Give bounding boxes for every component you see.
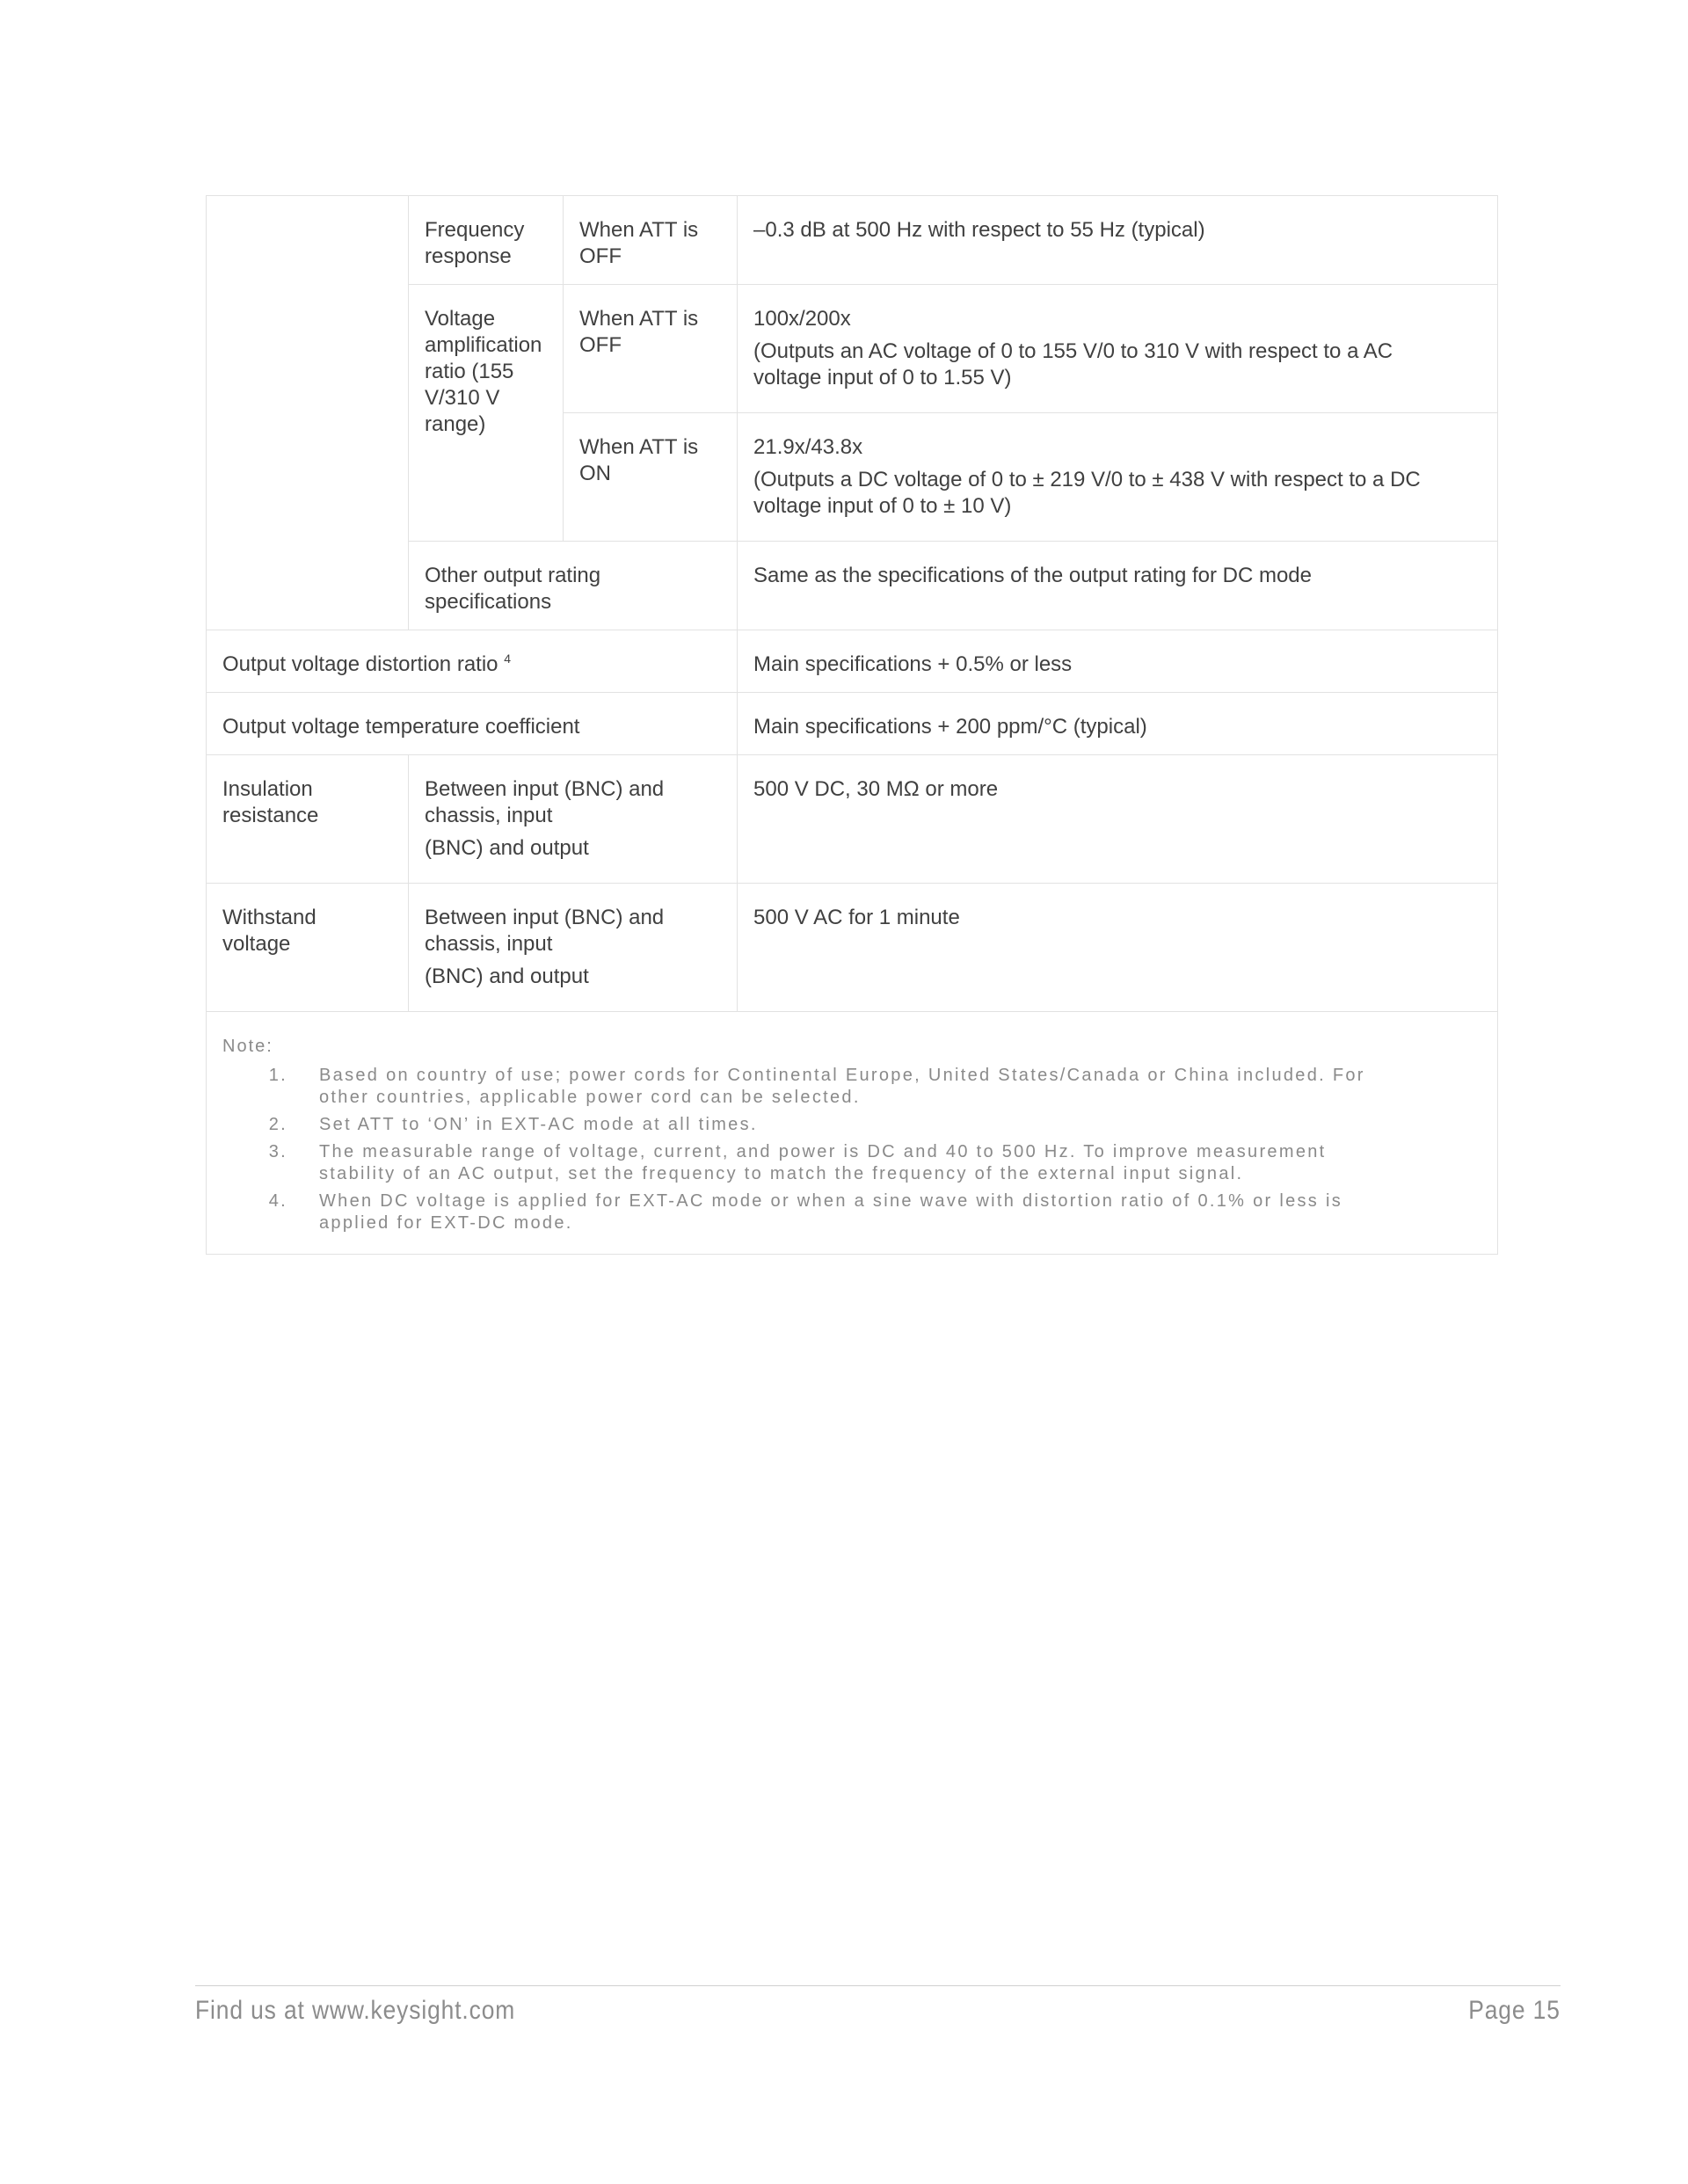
footer-page-number: Page 15 [1468,1996,1561,2025]
withstand-value: 500 V AC for 1 minute [738,884,1498,1012]
row-distortion [207,630,1498,693]
distortion-value: Main specifications + 0.5% or less [738,630,1498,693]
att-on-value: 21.9x/43.8x (Outputs a DC voltage of 0 to ± 219 V/0 to ± 438 V with respect to a DC voltage input of 0 to ± 10 V) [738,413,1498,542]
distortion-label: Output voltage distortion ratio $^4$ [207,630,738,693]
note-item: 1. Based on country of use; power cords for Continental Europe, United States/Canada or China included. For other countries, applicable power cord can be selected. [268,1066,1365,1107]
att-off-condition: When ATT is OFF [564,285,738,413]
withstand-condition: Between input (BNC) and chassis, input (BNC) and output [409,884,738,1012]
row-frequency-response [207,196,1498,285]
other-output-label: Other output rating specifications [409,542,738,630]
frequency-response-condition: When ATT is OFF [564,196,738,285]
empty-cell [207,196,409,630]
notes-cell [207,1012,1498,1255]
temp-coeff-label: Output voltage temperature coefficient [207,693,738,755]
temp-coeff-value: Main specifications + 200 ppm/°C (typical) [738,693,1498,755]
frequency-response-value: –0.3 dB at 500 Hz with respect to 55 Hz (typical) [738,196,1498,285]
insulation-value: 500 V DC, 30 MΩ or more [738,755,1498,884]
row-insulation [207,755,1498,884]
specifications-table [206,195,1498,1255]
row-temp-coeff [207,693,1498,755]
att-on-condition: When ATT is ON [564,413,738,542]
note-item: 3. The measurable range of voltage, current, and power is DC and 40 to 500 Hz. To improve measurement stability of an AC output, set the frequency to match the frequency of the external input signal. [268,1142,1327,1183]
withstand-label: Withstand voltage [207,884,409,1012]
voltage-amplification-label: Voltage amplification ratio (155 V/310 V range) [409,285,564,542]
note-ref: 4 [504,652,511,666]
att-off-value: 100x/200x (Outputs an AC voltage of 0 to 155 V/0 to 310 V with respect to a AC voltage input of 0 to 1.55 V) [738,285,1498,413]
other-output-value: Same as the specifications of the output rating for DC mode [738,542,1498,630]
insulation-condition: Between input (BNC) and chassis, input (BNC) and output [409,755,738,884]
note-item: 2. Set ATT to ‘ON’ in EXT-AC mode at all times. [268,1115,758,1134]
frequency-response-label: Frequency response [409,196,564,285]
insulation-label: Insulation resistance [207,755,409,884]
note-item: 4. When DC voltage is applied for EXT-AC mode or when a sine wave with distortion ratio of 0.1% or less is applied for EXT-DC mode. [268,1191,1342,1233]
row-notes [207,1012,1498,1255]
row-withstand [207,884,1498,1012]
footer-divider [195,1985,1561,1986]
footer-website: Find us at www.keysight.com [195,1996,516,2025]
notes-list [222,1065,1481,1234]
notes-heading: Note: [222,1037,273,1056]
